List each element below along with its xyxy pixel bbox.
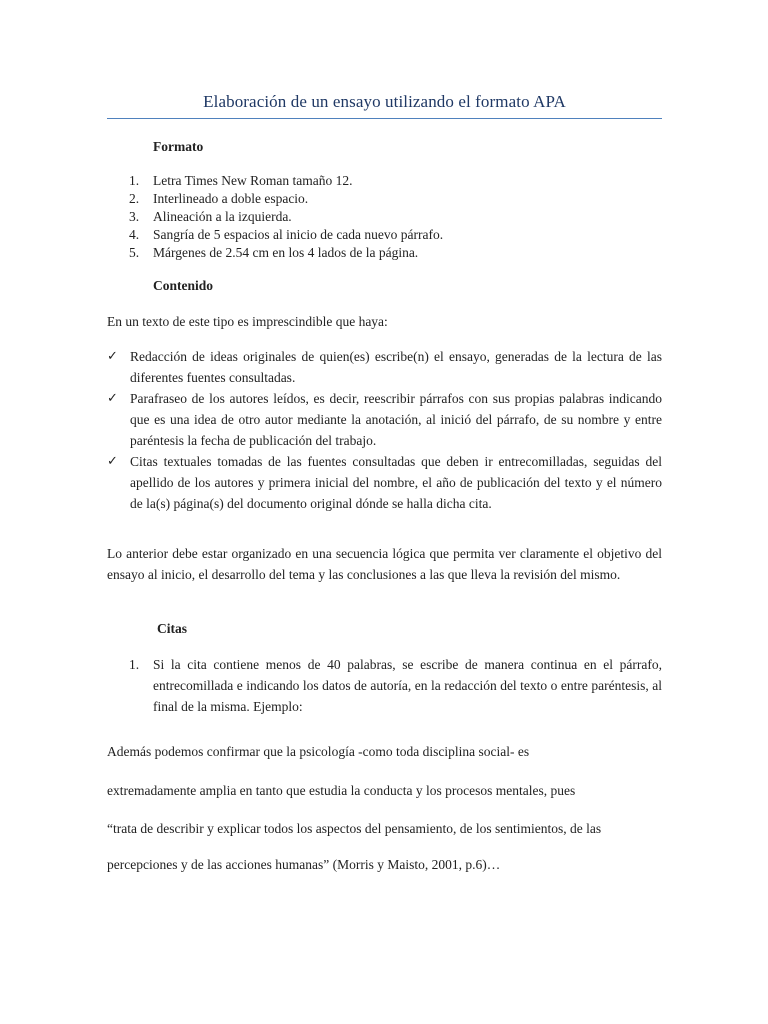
list-text: Interlineado a doble espacio. [153,191,309,206]
checkmark-icon: ✓ [107,391,118,406]
example-line-1: Además podemos confirmar que la psicología -como toda disciplina social- es [107,744,530,759]
list-text: Alineación a la izquierda. [153,209,292,224]
check-item [107,346,662,388]
citas-list-item [107,654,662,717]
check-item [107,451,662,514]
checkmark-icon: ✓ [107,454,118,469]
list-text: Sangría de 5 espacios al inicio de cada nuevo párrafo. [153,227,444,242]
list-text: Márgenes de 2.54 cm en los 4 lados de la página. [153,245,419,260]
formato-heading: Formato [153,139,204,154]
citas-heading: Citas [157,621,187,636]
list-item [107,190,662,208]
list-number: 5. [129,245,140,260]
list-number: 3. [129,209,140,224]
list-number: 4. [129,227,140,242]
document-title: Elaboración de un ensayo utilizando el formato APA [203,92,566,111]
list-item [107,226,662,244]
list-item [107,208,662,226]
list-number: 1. [129,173,140,188]
contenido-intro: En un texto de este tipo es imprescindible que haya: [107,314,388,329]
example-line-2: extremadamente amplia en tanto que estudia la conducta y los procesos mentales, pues [107,783,576,798]
list-text: Si la cita contiene menos de 40 palabras, se escribe de manera continua en el párrafo, entrecomillada e indicando los datos de autoría, en la redacción del texto o entre paréntesis, al final de la misma. Ejemplo: [153,657,662,714]
list-item [107,244,662,262]
contenido-checklist [107,346,662,514]
contenido-heading: Contenido [153,278,214,293]
list-text: Letra Times New Roman tamaño 12. [153,173,353,188]
checkmark-icon: ✓ [107,349,118,364]
check-item [107,388,662,451]
check-text: Citas textuales tomadas de las fuentes consultadas que deben ir entrecomilladas, seguidas del apellido de los autores y primera inicial del nombre, el año de publicación del texto y el número de la(s) página(s) del documento original dónde se halla dicha cita. [130,454,662,511]
contenido-closing: Lo anterior debe estar organizado en una secuencia lógica que permita ver claramente el objetivo del ensayo al inicio, el desarrollo del tema y las conclusiones a las que lleva la revisión del mismo. [107,546,662,582]
list-number: 2. [129,191,140,206]
list-item [107,172,662,190]
formato-list [107,172,662,262]
example-line-3: “trata de describir y explicar todos los aspectos del pensamiento, de los sentimientos, de las [107,821,602,836]
list-number: 1. [129,657,140,672]
check-text: Redacción de ideas originales de quien(es) escribe(n) el ensayo, generadas de la lectura de las diferentes fuentes consultadas. [130,349,662,385]
title-divider [107,118,662,119]
example-line-4: percepciones y de las acciones humanas” (Morris y Maisto, 2001, p.6)… [107,857,501,872]
check-text: Parafraseo de los autores leídos, es decir, reescribir párrafos con sus propias palabras indicando que es una idea de otro autor mediante la anotación, al inició del párrafo, de su nombre y entre paréntesis la fecha de publicación del trabajo. [130,391,662,448]
